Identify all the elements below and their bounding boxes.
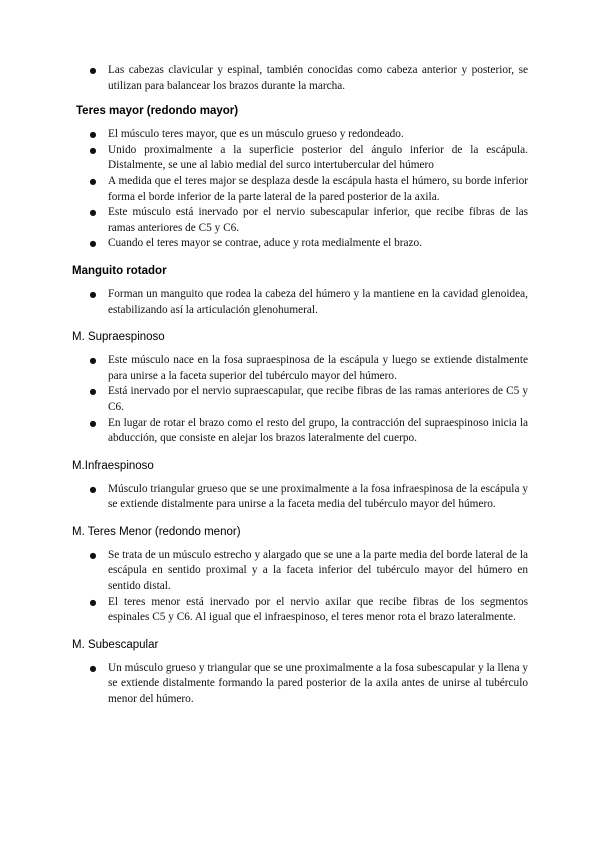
section-infraespinoso: [72, 459, 528, 513]
bullet-icon: ●: [89, 550, 97, 560]
list-item-text: Unido proximalmente a la superficie posterior del ángulo inferior de la escápula. Distalmente, se une al labio medial del surco intertubercular del húmero: [108, 143, 528, 172]
list-item-text: Un músculo grueso y triangular que se une proximalmente a la fosa subescapular y la llena y se extiende distalmente formando la pared posterior de la axila antes de unirse al tubérculo menor del húmero.: [108, 661, 528, 706]
list-item-text: El músculo teres mayor, que es un músculo grueso y redondeado.: [108, 128, 404, 141]
section-heading: Teres mayor (redondo mayor): [76, 105, 239, 118]
list-item: [72, 143, 528, 174]
list-item: [72, 595, 528, 626]
list-item-text: Está inervado por el nervio supraescapular, que recibe fibras de las ramas anteriores de C5 y C6.: [108, 385, 528, 413]
list-item: [72, 353, 528, 384]
page-content: [72, 63, 528, 708]
list-item: [72, 482, 528, 513]
list-item-text: El teres menor está inervado por el nervio axilar que recibe fibras de los segmentos espinales C5 y C6. Al igual que el infraespinoso, el teres menor rota el brazo lateralmente.: [108, 595, 528, 624]
section-heading: M.Infraespinoso: [72, 459, 154, 472]
section-heading: M. Supraespinoso: [72, 331, 165, 344]
bullet-list: [72, 548, 528, 626]
list-item-text: Se trata de un músculo estrecho y alargado que se une a la parte media del borde lateral de la escápula en sentido proximal y a la faceta inferior del tubérculo mayor del húmero en sentido distal.: [108, 548, 528, 593]
list-item-text: Cuando el teres mayor se contrae, aduce y rota medialmente el brazo.: [108, 237, 422, 250]
section-heading: M. Subescapular: [72, 638, 159, 651]
bullet-icon: ●: [89, 484, 97, 494]
list-item-text: Este músculo nace en la fosa supraespinosa de la escápula y luego se extiende distalmente para unirse a la faceta superior del tubérculo mayor del húmero.: [108, 354, 528, 382]
bullet-icon: ●: [89, 176, 97, 186]
section-manguito-rotador: [72, 264, 528, 318]
bullet-icon: ●: [89, 145, 97, 155]
list-item: [72, 236, 528, 252]
bullet-icon: ●: [89, 356, 97, 366]
section-heading: Manguito rotador: [72, 264, 167, 277]
list-item: [72, 548, 528, 595]
section-teres-mayor: [72, 104, 528, 252]
bullet-icon: ●: [89, 663, 97, 673]
bullet-icon: ●: [89, 66, 97, 75]
bullet-icon: ●: [89, 418, 97, 428]
list-item-text: Las cabezas clavicular y espinal, también conocidas como cabeza anterior y posterior, se utilizan para balancear los brazos durante la marcha.: [108, 64, 528, 92]
bullet-icon: ●: [89, 597, 97, 607]
list-item-text: A medida que el teres major se desplaza desde la escápula hasta el húmero, su borde inferior forma el borde inferior de la parte lateral de la pared posterior de la axila.: [108, 174, 528, 203]
section-teres-menor: [72, 525, 528, 626]
list-item: [72, 416, 528, 447]
list-item: [72, 63, 528, 94]
bullet-list: [72, 661, 528, 708]
list-item-text: Músculo triangular grueso que se une proximalmente a la fosa infraespinosa de la escápula y se extiende distalmente para unirse a la faceta media del tubérculo mayor del húmero.: [108, 482, 528, 511]
section-heading: M. Teres Menor (redondo menor): [72, 525, 241, 538]
bullet-icon: ●: [89, 239, 97, 249]
bullet-list: [72, 127, 528, 252]
list-item: [72, 661, 528, 708]
list-item: [72, 287, 528, 318]
bullet-icon: ●: [89, 387, 97, 397]
list-item: [72, 205, 528, 236]
bullet-list: [72, 353, 528, 447]
bullet-icon: ●: [89, 289, 97, 299]
list-item-text: En lugar de rotar el brazo como el resto del grupo, la contracción del supraespinoso inicia la abducción, que consiste en alejar los brazos lateralmente del cuerpo.: [108, 416, 528, 445]
bullet-list: [72, 482, 528, 513]
bullet-list: [72, 287, 528, 318]
section-subescapular: [72, 638, 528, 708]
bullet-icon: ●: [89, 130, 97, 140]
list-item-text: Forman un manguito que rodea la cabeza del húmero y la mantiene en la cavidad glenoidea, estabilizando así la articulación glenohumeral.: [108, 287, 528, 316]
section-deltoid-continuation: [72, 63, 528, 94]
section-supraespinoso: [72, 330, 528, 447]
list-item: [72, 127, 528, 143]
list-item-text: Este músculo está inervado por el nervio subescapular inferior, que recibe fibras de las ramas anteriores de C5 y C6.: [108, 206, 528, 234]
list-item: [72, 384, 528, 415]
bullet-list: [72, 63, 528, 94]
list-item: [72, 174, 528, 205]
bullet-icon: ●: [89, 208, 97, 218]
